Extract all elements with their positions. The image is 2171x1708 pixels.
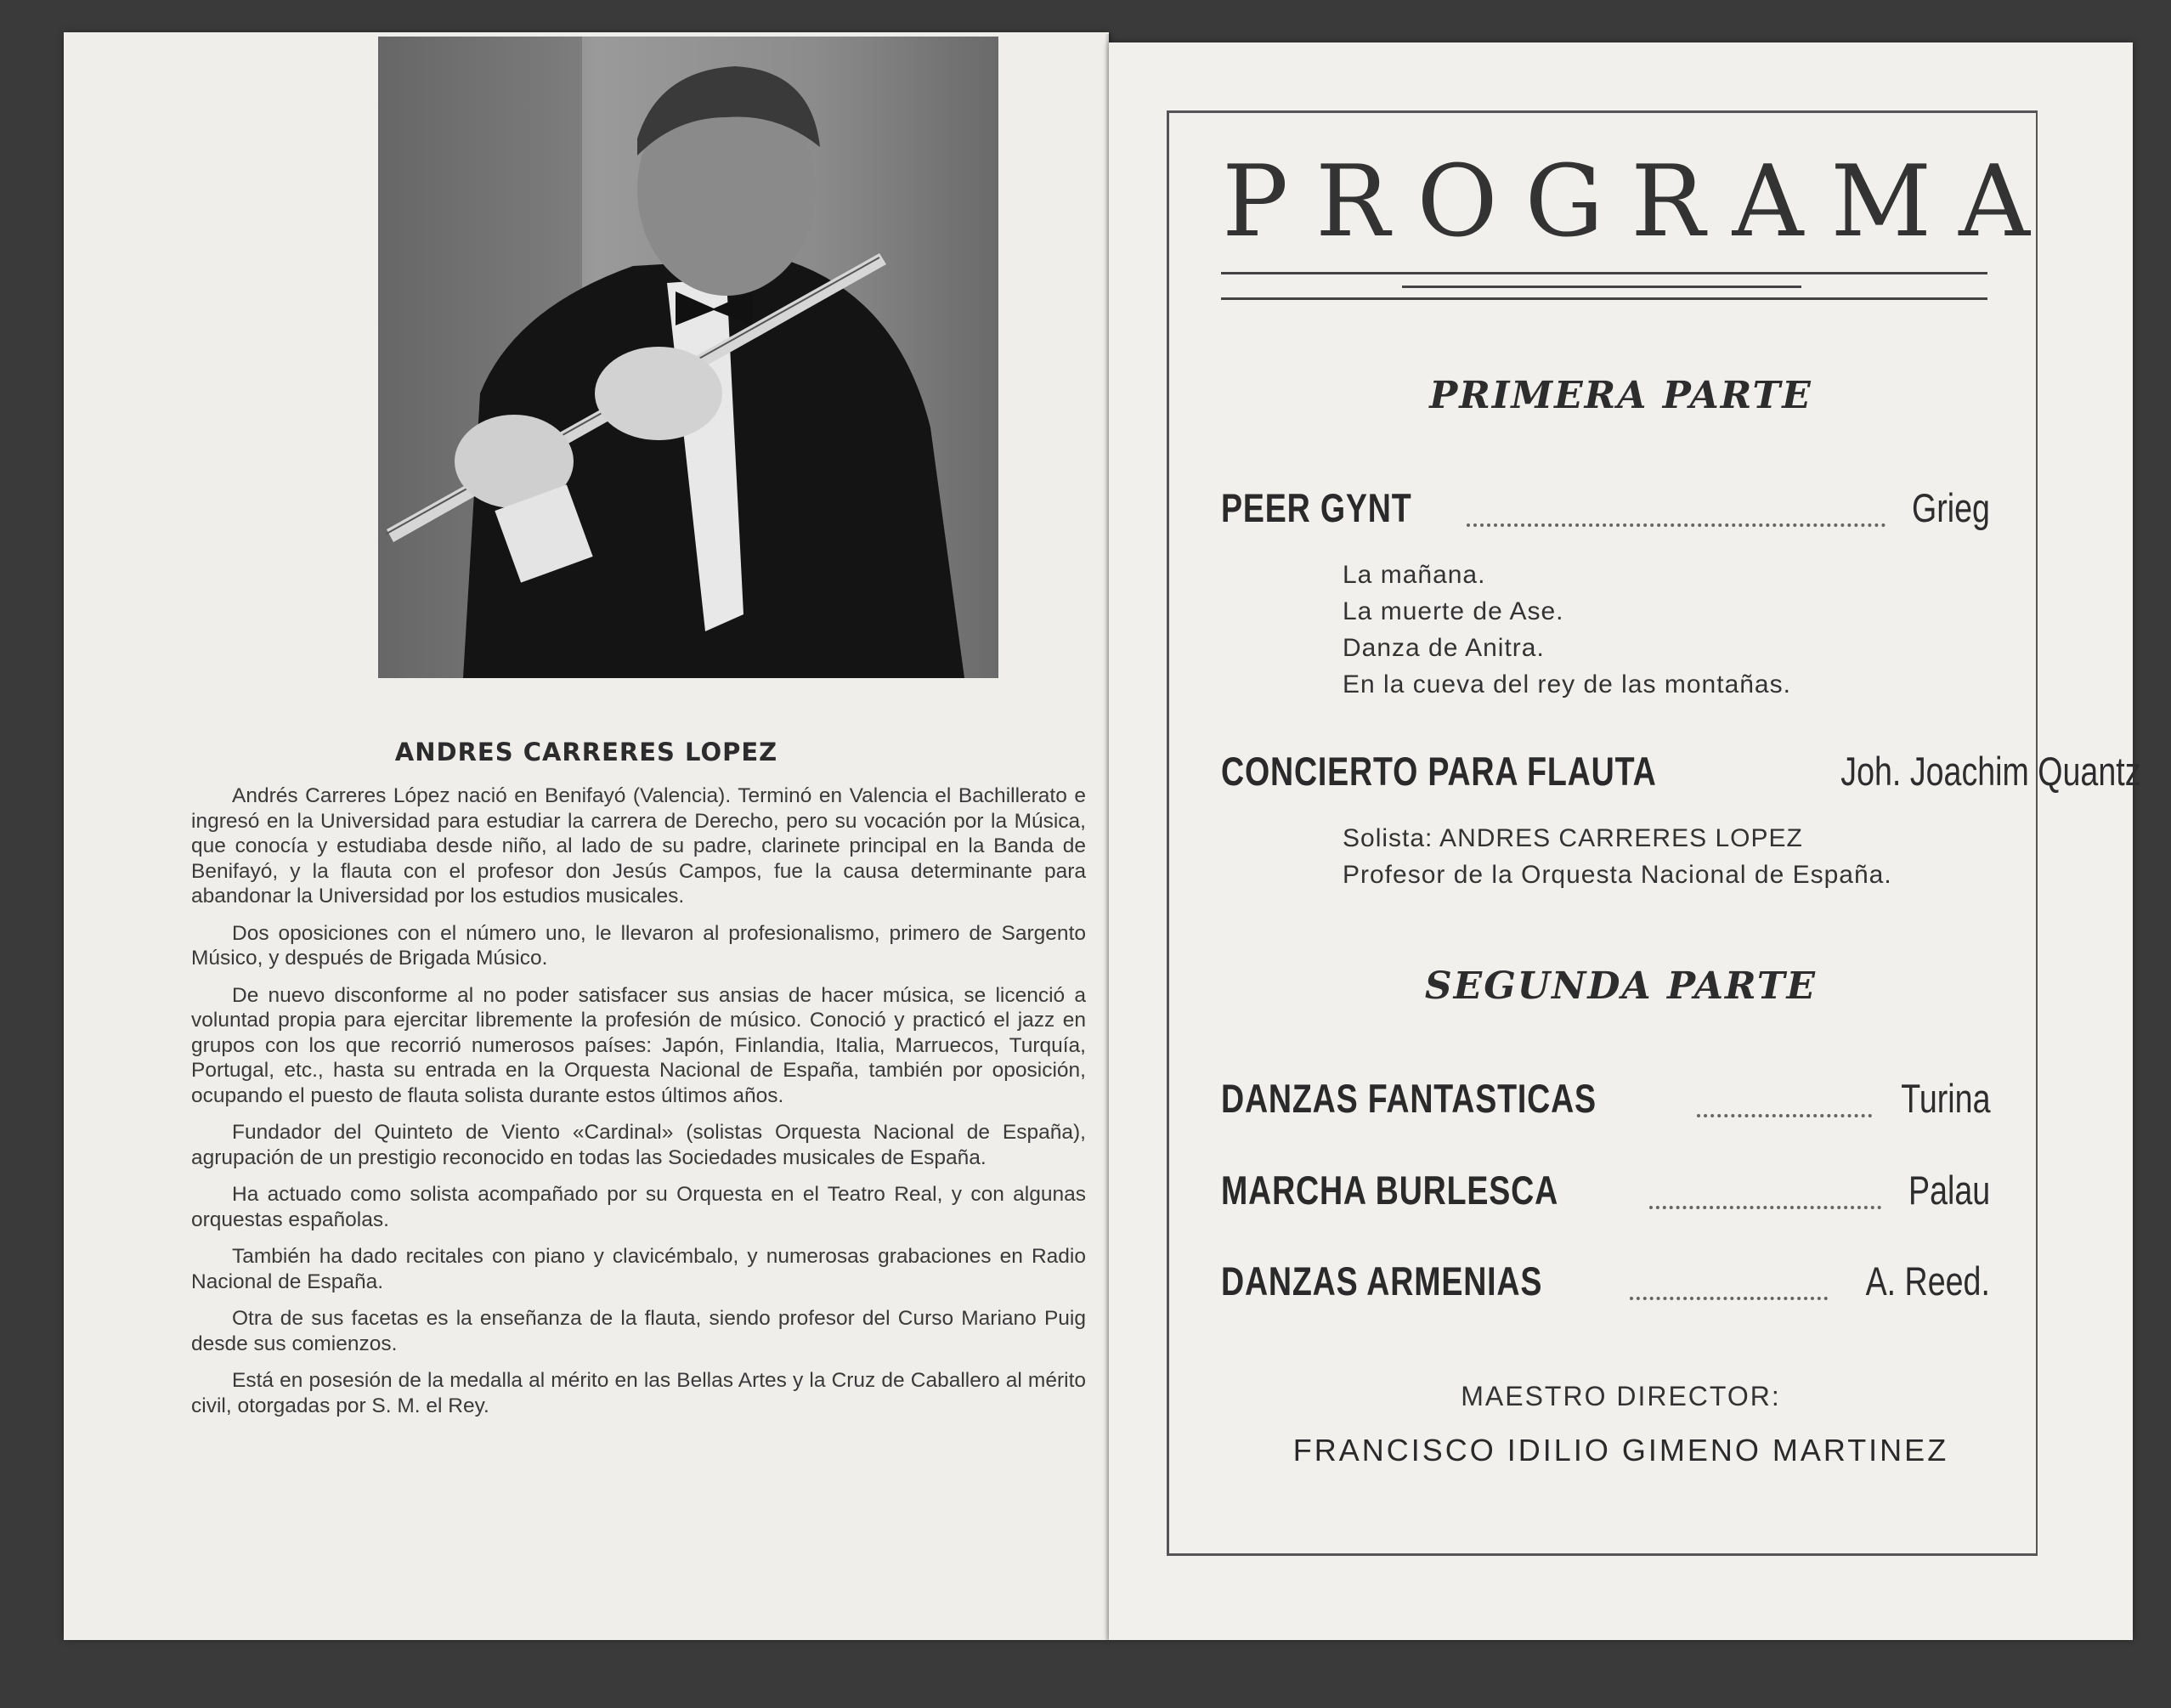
program-item: [1221, 1167, 1990, 1218]
leader-dots: [1630, 1297, 1828, 1300]
program-title: PROGRAMA: [1222, 144, 2057, 259]
biography: [191, 783, 1086, 1430]
soloist-line: Profesor de la Orquesta Nacional de España.: [1343, 861, 1892, 889]
bio-paragraph: También ha dado recitales con piano y clavicémbalo, y numerosas grabaciones en Radio Nacional de España.: [191, 1245, 1086, 1293]
bio-paragraph: Andrés Carreres López nació en Benifayó (Valencia). Terminó en Valencia el Bachillerato e ingresó en la Universidad para estudiar la carrera de Derecho, pero su vocación por la Música, que conocía y estudiaba desde niño, al lado de su padre, clarinete principal en la Banda de Benifayó, y la flauta con el profesor don Jesús Campos, fue la causa determinante para abandonar la Universidad por los estudios musicales.: [191, 784, 1086, 908]
composer: Turina: [1900, 1076, 1990, 1121]
bio-paragraph: Dos oposiciones con el número uno, le llevaron al profesionalismo, primero de Sargento Músico, y después de Brigada Músico.: [191, 921, 1086, 970]
left-page: [64, 32, 1109, 1640]
program-item: [1221, 484, 1990, 535]
work-title: DANZAS FANTASTICAS: [1221, 1076, 1597, 1121]
movement-item: Danza de Anitra.: [1343, 634, 1545, 662]
work-title: DANZAS ARMENIAS: [1221, 1258, 1543, 1304]
bio-paragraph: De nuevo disconforme al no poder satisfacer sus ansias de hacer música, se licenció a voluntad propia para ejercitar libremente la profesión de músico. Conoció y practicó el jazz en grupos con los que recorrió numerosos países: Japón, Finlandia, Italia, Marruecos, Turquía, Portugal, etc., hasta su entrada en la Orquesta Nacional de España, también por oposición, ocupando el puesto de flauta solista durante estos últimos años.: [191, 983, 1086, 1107]
part-two-heading: SEGUNDA PARTE: [1424, 964, 1818, 1008]
movement-item: En la cueva del rey de las montañas.: [1343, 670, 1791, 698]
flutist-photo: [378, 37, 998, 678]
title-rule: [1221, 297, 1987, 300]
work-title: CONCIERTO PARA FLAUTA: [1221, 749, 1657, 794]
bio-paragraph: Ha actuado como solista acompañado por su Orquesta en el Teatro Real, y con algunas orquestas españolas.: [191, 1183, 1086, 1231]
bio-name: ANDRES CARRERES LOPEZ: [394, 738, 778, 766]
movement-list: [1343, 557, 1791, 703]
right-page: [1109, 42, 2141, 1640]
composer: A. Reed.: [1865, 1258, 1990, 1304]
composer: Palau: [1908, 1168, 1990, 1213]
title-rule: [1402, 286, 1801, 288]
movement-item: La mañana.: [1343, 561, 1486, 589]
program-item: [1221, 748, 2141, 799]
bio-paragraph: Otra de sus facetas es la enseñanza de la flauta, siendo profesor del Curso Mariano Puig desde sus comienzos.: [191, 1307, 1086, 1355]
bio-paragraph: Fundador del Quinteto de Viento «Cardinal» (solistas Orquesta Nacional de España), agrupación de un prestigio reconocido en todas las Sociedades musicales de España.: [191, 1121, 1086, 1169]
bio-paragraph: Está en posesión de la medalla al mérito en las Bellas Artes y la Cruz de Caballero al mérito civil, otorgadas por S. M. el Rey.: [191, 1369, 1086, 1417]
composer: Grieg: [1912, 485, 1990, 530]
leader-dots: [1649, 1206, 1880, 1209]
leader-dots: [1467, 523, 1885, 527]
program-item: [1221, 1258, 1990, 1309]
work-title: MARCHA BURLESCA: [1221, 1168, 1559, 1213]
flutist-photo-image: [378, 37, 998, 678]
program-item: [1221, 1075, 1990, 1126]
work-title: PEER GYNT: [1221, 485, 1412, 530]
director-name: FRANCISCO IDILIO GIMENO MARTINEZ: [1292, 1433, 1949, 1468]
composer: Joh. Joachim Quantz: [1840, 749, 2141, 794]
soloist-line: Solista: ANDRES CARRERES LOPEZ: [1343, 824, 1803, 852]
director-label: MAESTRO DIRECTOR:: [1461, 1381, 1781, 1411]
soloist-info: [1343, 820, 1892, 893]
leader-dots: [1697, 1114, 1871, 1117]
movement-item: La muerte de Ase.: [1343, 597, 1564, 625]
part-one-heading: PRIMERA PARTE: [1429, 374, 1812, 417]
title-rule: [1221, 272, 1987, 274]
